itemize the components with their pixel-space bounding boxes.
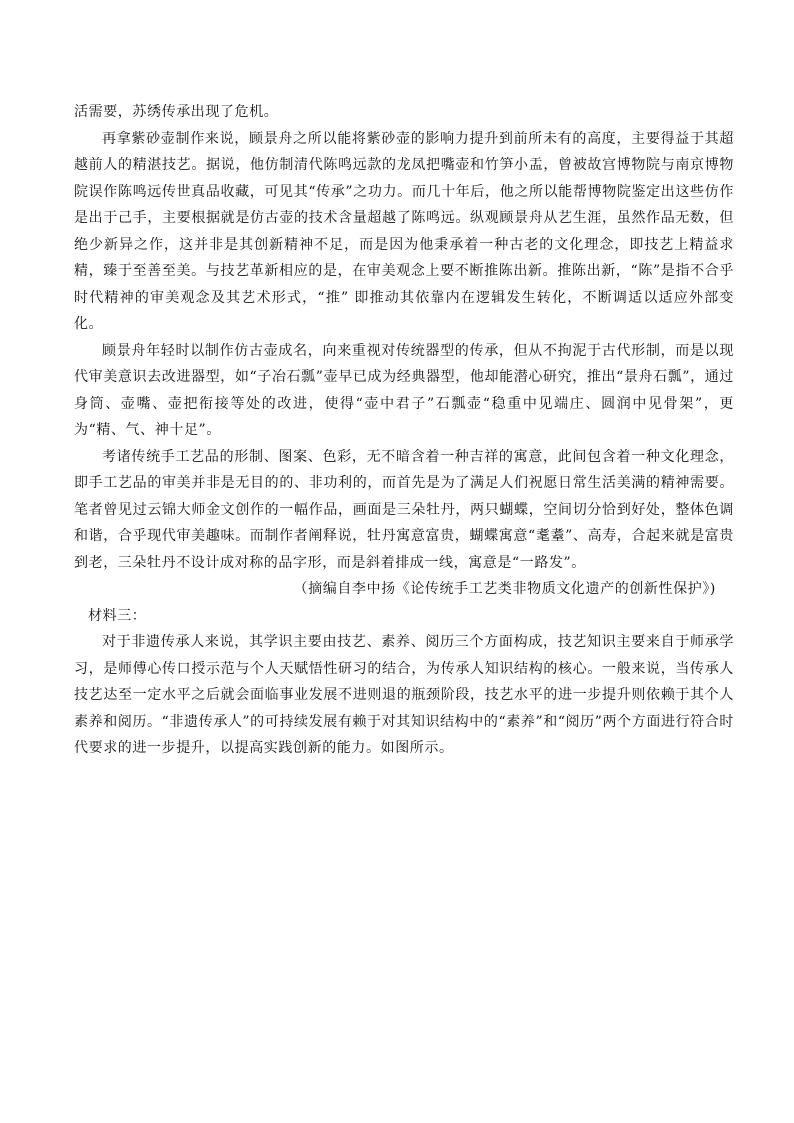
paragraph-gu-jingzhou-innovation: 顾景舟年轻时以制作仿古壶成名，向来重视对传统器型的传承，但从不拘泥于古代形制，而是以现代审美意识去改进器型，如“子冶石瓢”壶早已成为经典器型，他却能潜心研究，推出“景舟石瓢”，通过身筒、壶嘴、壶把衔接等处的改进，使得“壶中君子”石瓢壶“稳重中见端庄、圆润中见骨架”，更为“精、气、神十足”。	[74, 342, 734, 438]
paragraph-material-three: 对于非遗传承人来说，其学识主要由技艺、素养、阅历三个方面构成，技艺知识主要来自于师承学习，是师傅心传口授示范与个人天赋悟性研习的结合，为传承人知识结构的核心。一般来说，当传承人技艺达至一定水平之后就会面临事业发展不进则退的瓶颈阶段，技艺水平的进一步提升则依赖于其个人素养和阅历。“非遗传承人”的可持续发展有赖于对其知识结构中的“素养”和“阅历”两个方面进行符合时代要求的进一步提升，以提高实践创新的能力。如图所示。	[74, 634, 734, 756]
paragraph-auspicious-meaning: 考诸传统手工艺品的形制、图案、色彩，无不暗含着一种吉祥的寓意，此间包含着一种文化理念，即手工艺品的审美并非是无目的的、非功利的，而首先是为了满足人们祝愿日常生活美满的精神需要。笔者曾见过云锦大师金文创作的一幅作品，画面是三朵牡丹，两只蝴蝶，空间切分恰到好处，整体色调和谐，合乎现代审美趣味。而制作者阐释说，牡丹寓意富贵，蝴蝶寓意“耄耋”、高寿，合起来就是富贵到老，三朵牡丹不设计成对称的品字形，而是斜着排成一线，寓意是“一路发”。	[74, 448, 734, 571]
material-three-label: 材料三：	[88, 607, 147, 624]
paragraph-zisha-teapot: 再拿紫砂壶制作来说，顾景舟之所以能将紫砂壶的影响力提升到前所未有的高度，主要得益于其超越前人的精湛技艺。据说，他仿制清代陈鸣远款的龙凤把嘴壶和竹笋小盂，曾被故宫博物院与南京博物院误作陈鸣远传世真品收藏，可见其“传承”之功力。而几十年后，他之所以能帮博物院鉴定出这些仿作是出于己手，主要根据就是仿古壶的技术含量超越了陈鸣远。纵观顾景舟从艺生涯，虽然作品无数，但绝少新异之作，这并非是其创新精神不足，而是因为他秉承着一种古老的文化理念，即技艺上精益求精，臻于至善至美。与技艺革新相应的是，在审美观念上要不断推陈出新。推陈出新，“陈”是指不合乎时代精神的审美观念及其艺术形式，“推” 即推动其依靠内在逻辑发生转化，不断调适以适应外部变化。	[74, 130, 734, 332]
source-citation: （摘编自李中扬《论传统手工艺类非物质文化遗产的创新性保护》)	[293, 581, 716, 597]
document-body	[74, 99, 734, 762]
paragraph-continuation: 活需要，苏绣传承出现了危机。	[74, 104, 279, 120]
